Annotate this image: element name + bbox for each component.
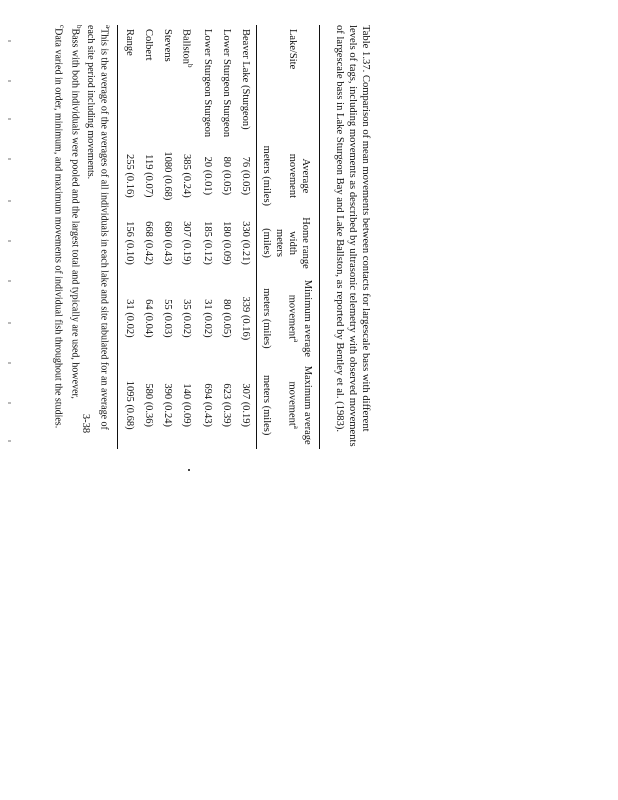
scan-artifact-dot [188, 469, 190, 471]
table-row: Beaver Lake (Sturgeon) 76 (0.05) 330 (0.21) 339 (0.16) 307 (0.19) [239, 29, 251, 428]
column-header-maximum-movement: Maximum average movement$^a$ [285, 361, 320, 449]
caption-label: Table 1.37. [360, 25, 371, 73]
table-units-row [256, 25, 285, 449]
table-footnotes [51, 25, 111, 449]
table-row: Stevens 1080 (0.68) 680 (0.43) 55 (0.03) 390 (0.24) [161, 29, 173, 428]
caption-text: Comparison of mean movements between contacts for largescale bass with different levels of tags, including movements as described by ultrasonic telemetry with observed movements of largescale bass in Lake Sturgeon Bay and Lake Ballston, as reported by Bentley et al. (1983). [333, 25, 371, 447]
units-average-movement: meters (miles) [256, 141, 285, 210]
movement-table [117, 25, 321, 449]
column-header-site: Lake/Site [285, 25, 320, 141]
column-header-home-range: Home range width [285, 211, 320, 276]
footnote-b: $^b$Bass with both individuals were pooled and the largest total and typically are used, however, [69, 25, 83, 399]
table-row: Lower Sturgeon Sturgeon 80 (0.05) 180 (0.09) 80 (0.05) 623 (0.39) [220, 29, 232, 428]
column-header-average-movement: Average movement [285, 141, 320, 210]
footnote-a: $^a$This is the average of the averages of all individuals in each lake and site tabulated for an average of each site period including movements. [85, 25, 112, 430]
table-row: Colbert 119 (0.07) 668 (0.42) 64 (0.04) 580 (0.36) [143, 29, 155, 428]
table-row: Lower Sturgeon Sturgeon 20 (0.01) 185 (0.12) 31 (0.02) 694 (0.43) [202, 29, 214, 428]
units-minimum-movement: meters (miles) [256, 275, 285, 361]
rotated-page-content [53, 25, 372, 449]
column-header-minimum-movement: Minimum average movement$^a$ [285, 275, 320, 361]
table-caption [332, 25, 372, 449]
page-number: 3-38 [80, 413, 92, 434]
table-header-row [285, 25, 320, 449]
units-home-range: meters (miles) [256, 211, 285, 276]
table-row: Ballston$^b$ 385 (0.24) 307 (0.19) 35 (0.02) 140 (0.09) [180, 29, 195, 428]
footnote-c: $^c$Data varied in order, minimum, and maximum movements of individual fish throughout the studies. [53, 25, 67, 429]
units-maximum-movement: meters (miles) [256, 361, 285, 449]
table-row: Range 255 (0.16) 156 (0.10) 31 (0.02) 1095 (0.68) [117, 25, 138, 449]
scan-speckles [8, 40, 12, 460]
